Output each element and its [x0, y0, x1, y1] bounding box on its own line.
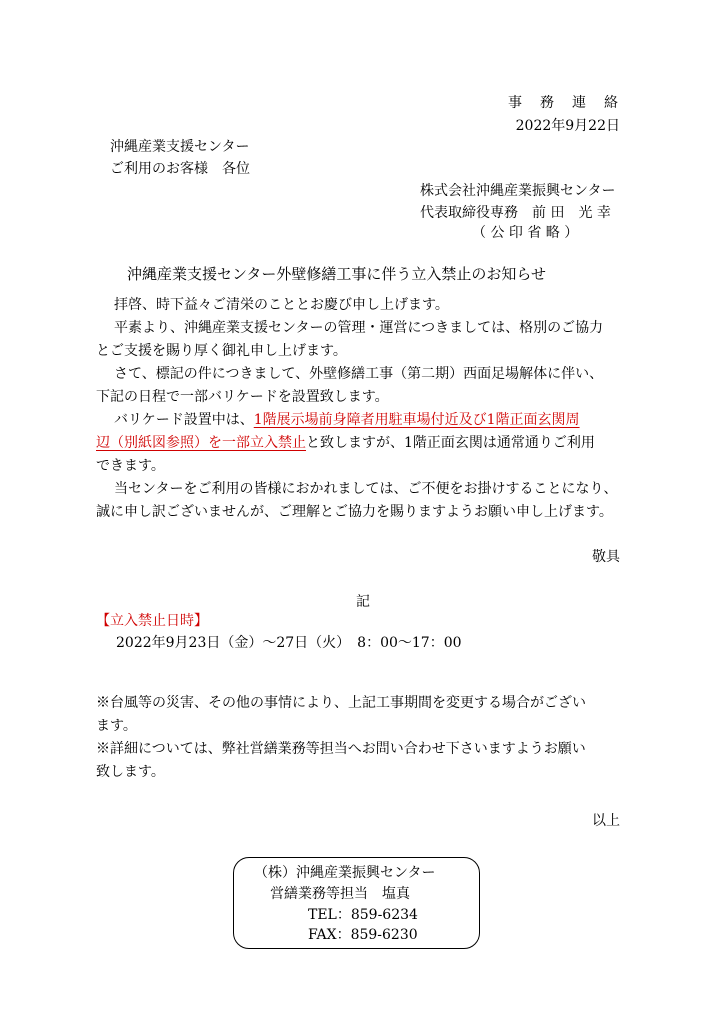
note-2-line-1: ※詳細については、弊社営繕業務等担当へお問い合わせ下さいますようお願い — [96, 741, 586, 757]
paragraph-3-line-2: 下記の日程で一部バリケードを設置致します。 — [96, 389, 389, 405]
contact-box — [233, 857, 480, 949]
sender-person: 代表取締役専務 前 田 光 幸 — [420, 205, 611, 221]
paragraph-5-line-1: 当センターをご利用の皆様におかれましては、ご不便をお掛けすることになり、 — [114, 481, 618, 497]
issue-date: 2022年9月22日 — [515, 118, 620, 134]
paragraph-5-line-2: 誠に申し訳ございませんが、ご理解とご協力を賜りますようお願い申し上げます。 — [96, 504, 613, 520]
closing-keigu: 敬具 — [592, 549, 620, 565]
contact-tel: TEL：859‐6234 — [308, 907, 418, 923]
ki-heading: 記 — [356, 594, 370, 610]
recipient-line-1: 沖縄産業支援センター — [110, 139, 250, 155]
contact-department: 営繕業務等担当 塩真 — [270, 886, 410, 902]
paragraph-4-line-1 — [96, 409, 626, 432]
contact-fax: FAX：859‐6230 — [308, 927, 418, 943]
body-text — [96, 294, 626, 524]
paragraph-4-text-a: バリケード設置中は、 — [114, 412, 254, 428]
schedule-value: 2022年9月23日（金）～27日（火） 8：00～17：00 — [116, 635, 462, 651]
end-mark: 以上 — [592, 813, 620, 829]
paragraph-2-line-1: 平素より、沖縄産業支援センターの管理・運営につきましては、格別のご協力 — [114, 320, 604, 336]
paragraph-2-line-2: とご支援を賜り厚く御礼申し上げます。 — [96, 343, 347, 359]
paragraph-1: 拝啓、時下益々ご清栄のこととお慶び申し上げます。 — [114, 297, 449, 313]
note-1-line-2: ます。 — [96, 718, 137, 734]
contact-company: （株）沖縄産業振興センター — [254, 865, 436, 881]
paragraph-4-line-2 — [96, 432, 626, 455]
notes — [96, 692, 626, 784]
note-2-line-2: 致します。 — [96, 764, 165, 780]
paragraph-4-line-3: できます。 — [96, 458, 165, 474]
schedule-label: 【立入禁止日時】 — [96, 613, 208, 629]
recipient-line-2: ご利用のお客様 各位 — [110, 161, 250, 177]
sender-company: 株式会社沖縄産業振興センター — [420, 183, 616, 199]
paragraph-4-text-b: と致しますが、1階正面玄関は通常通りご利用 — [306, 435, 595, 451]
seal-omitted: （ 公 印 省 略 ） — [472, 225, 579, 241]
notice-type: 事 務 連 絡 — [508, 95, 620, 111]
restricted-area-text-2: 辺（別紙図参照）を一部立入禁止 — [96, 435, 306, 451]
document-title: 沖縄産業支援センター外壁修繕工事に伴う立入禁止のお知らせ — [127, 265, 546, 283]
note-1-line-1: ※台風等の災害、その他の事情により、上記工事期間を変更する場合がござい — [96, 695, 586, 711]
restricted-area-text-1: 1階展示場前身障者用駐車場付近及び1階正面玄関周 — [253, 412, 580, 428]
paragraph-3-line-1: さて、標記の件につきまして、外壁修繕工事（第二期）西面足場解体に伴い、 — [114, 366, 604, 382]
